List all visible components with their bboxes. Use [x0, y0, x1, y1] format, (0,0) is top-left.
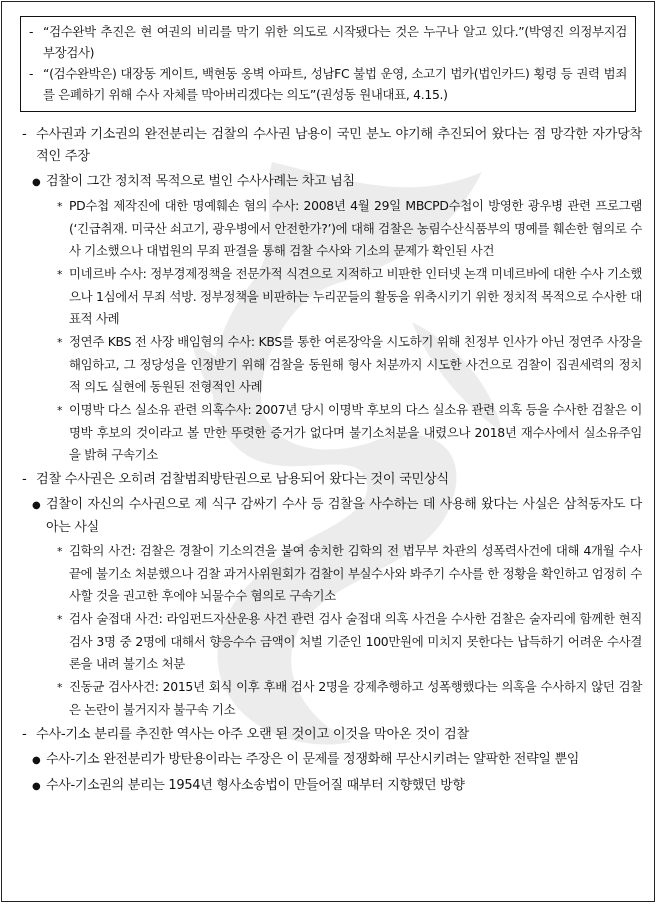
case-item [14, 608, 642, 675]
bullet-icon: ● [32, 755, 41, 766]
bullet-icon: ● [32, 781, 41, 792]
document-page [1, 1, 655, 902]
bullet-item [14, 775, 642, 798]
dash-marker: - [22, 127, 27, 142]
asterisk-icon: * [57, 268, 63, 281]
section-text: 수사권과 기소권의 완전분리는 검찰의 수사권 남용이 국민 분노 야기해 추진되어 왔다는 점 망각한 자가당착적인 주장 [36, 127, 642, 164]
asterisk-icon: * [57, 200, 63, 213]
asterisk-icon: * [57, 336, 63, 349]
quote-text: “(검수완박은) 대장동 게이트, 백현동 옹벽 아파트, 성남FC 불법 운영, 소고기 법카(법인카드) 횡령 등 권력 범죄를 은폐하기 위해 수사 자체를 막아버리겠다는 의도”(권성동 원내대표, 4.15.) [43, 66, 627, 102]
case-item [14, 540, 642, 607]
case-item [14, 399, 642, 466]
asterisk-icon: * [57, 404, 63, 417]
asterisk-icon: * [57, 613, 63, 626]
bullet-icon: ● [32, 177, 41, 188]
dash-marker: - [22, 472, 27, 487]
quote-text: “검수완박 추진은 현 여권의 비리를 막기 위한 의도로 시작됐다는 것은 누구나 알고 있다.”(박영진 의정부지검 부장검사) [43, 24, 627, 60]
dash-marker: - [22, 727, 27, 742]
case-text: 미네르바 수사: 정부경제정책을 전문가적 식견으로 지적하고 비판한 인터넷 논객 미네르바에 대한 수사 기소했으나 1심에서 무죄 석방. 정부정책을 비판하는 누리꾼들의 활동을 위축시키기 위한 정치적 목적으로 수사한 대표적 사례 [69, 266, 642, 326]
asterisk-icon: * [57, 545, 63, 558]
quote-item [29, 63, 627, 105]
case-text: PD수첩 제작진에 대한 명예훼손 혐의 수사: 2008년 4월 29일 MBCPD수첩이 방영한 광우병 관련 프로그램(‘긴급취재. 미국산 쇠고기, 광우병에서 안전한가?’)에 대해 검찰은 농림수산식품부의 명예를 훼손한 혐의로 수사 기소했으나 대법원의 무죄 판결을 통해 검찰 수사와 기소의 문제가 확인된 사건 [69, 198, 642, 258]
bullet-item [14, 494, 642, 539]
case-item [14, 331, 642, 398]
case-text: 정연주 KBS 전 사장 배임혐의 수사: KBS를 통한 여론장악을 시도하기 위해 친정부 인사가 아닌 정연주 사장을 해임하고, 그 정당성을 인정받기 위해 검찰을 동원해 형사 처분까지 시도한 사건으로 검찰이 집권세력의 정치적 의도 실현에 동원된 전형적인 사례 [69, 334, 642, 394]
section-text: 수사-기소 분리를 추진한 역사는 아주 오랜 된 것이고 이것을 막아온 것이 검찰 [36, 727, 469, 742]
dash-marker: - [29, 66, 34, 81]
bullet-text: 검찰이 자신의 수사권으로 제 식구 감싸기 수사 등 검찰을 사수하는 데 사용해 왔다는 사실은 삼척동자도 다 아는 사실 [46, 497, 642, 535]
asterisk-icon: * [57, 681, 63, 694]
section-text: 검찰 수사권은 오히려 검찰범죄방탄권으로 남용되어 왔다는 것이 국민상식 [36, 472, 449, 487]
dash-marker: - [29, 24, 34, 39]
bullet-text: 수사-기소 완전분리가 방탄용이라는 주장은 이 문제를 정쟁화해 무산시키려는 얄팍한 전략일 뿐임 [46, 752, 580, 767]
quote-item [29, 21, 627, 63]
bullet-item [14, 171, 642, 194]
case-item [14, 195, 642, 262]
case-text: 김학의 사건: 검찰은 경찰이 기소의견을 붙여 송치한 김학의 전 법무부 차관의 성폭력사건에 대해 4개월 수사 끝에 불기소 처분했으나 검찰 과거사위원회가 검찰이 부실수사와 봐주기 수사를 한 정황을 확인하고 엄정히 수사할 것을 권고한 후에야 뇌물수수 혐의로 구속기소 [69, 543, 642, 603]
section-heading [14, 469, 642, 491]
case-item [14, 263, 642, 330]
case-text: 검사 술접대 사건: 라임펀드자산운용 사건 관련 검사 술접대 의혹 사건을 수사한 검찰은 술자리에 함께한 현직 검사 3명 중 2명에 대해서 향응수수 금액이 처벌 기준인 100만원에 미치지 못한다는 납득하기 어려운 수사결론을 내려 불기소 처분 [69, 611, 642, 671]
quote-box [20, 16, 636, 112]
case-text: 이명박 다스 실소유 관련 의혹수사: 2007년 당시 이명박 후보의 다스 실소유 관련 의혹 등을 수사한 검찰은 이명박 후보의 것이라고 볼 만한 뚜렷한 증거가 없다며 불기소처분을 내렸으나 2018년 재수사에서 실소유주임을 밝혀 구속기소 [69, 402, 642, 462]
section-heading [14, 124, 642, 168]
bullet-text: 검찰이 그간 정치적 목적으로 벌인 수사사례는 차고 넘침 [46, 174, 355, 189]
case-item [14, 676, 642, 721]
bullet-item [14, 749, 642, 772]
bullet-text: 수사-기소권의 분리는 1954년 형사소송법이 만들어질 때부터 지향했던 방향 [46, 778, 465, 793]
section-heading [14, 724, 642, 746]
case-text: 진동균 검사사건: 2015년 회식 이후 후배 검사 2명을 강제추행하고 성폭행했다는 의혹을 수사하지 않던 검찰은 논란이 불거지자 불구속 기소 [69, 679, 642, 717]
bullet-icon: ● [32, 500, 41, 511]
